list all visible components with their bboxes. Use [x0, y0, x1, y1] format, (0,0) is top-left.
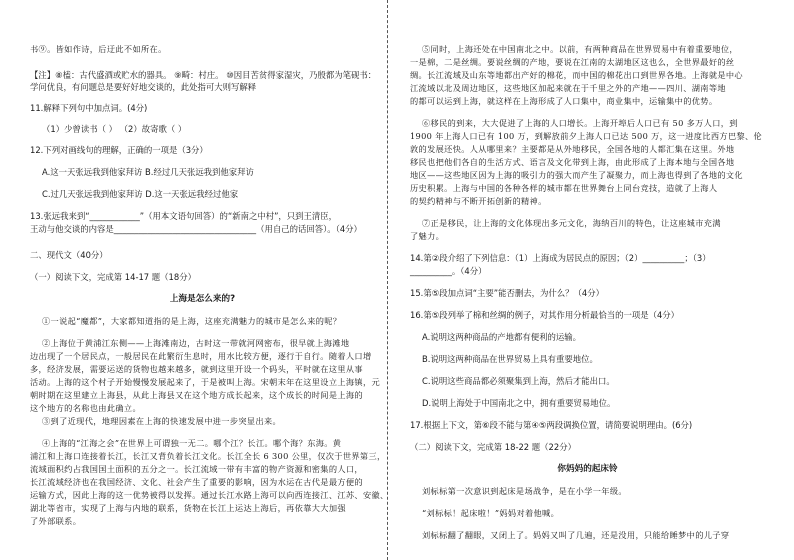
- left-text-line: 王动与他交谈的内容是__________________________________（用自己的话回答）。（4分）: [30, 224, 362, 234]
- right-text-line: 1900 年上海人口已有 100 万，到解放前夕上海人口已达 500 万，这一进度比西方巴黎、伦: [410, 131, 763, 141]
- left-text-line: 多，经济发展，需要运送的货物也越来越多，就到这里开设一个码头，平时就在这里从事: [30, 364, 363, 374]
- column-divider: [387, 0, 388, 560]
- left-text-line: 长江流域经济也在我国经济、文化、社会产生了重要的影响，因为水运在古代是最方便的: [30, 477, 363, 487]
- right-text-line: B.说明这两种商品在世界贸易上具有重要地位。: [422, 354, 598, 364]
- right-text-line: （二）阅读下文，完成第 18-22 题（22分）: [410, 442, 576, 452]
- right-text-line: 敦的发展还快。人从哪里来？主要都是从外地移民，全国各地的人都汇集在这里。外地: [410, 144, 735, 154]
- left-text-line: C.过几天张远我到他家拜访 D.这一天张远我经过他家: [42, 189, 239, 199]
- left-text-line: 这个地方的名称也由此确立。: [30, 403, 141, 413]
- right-text-line: “刘标标！起床啦！”妈妈对着他喊。: [422, 508, 560, 518]
- right-text-line: D.说明上海处于中国南北之中，拥有重要贸易地位。: [422, 398, 616, 408]
- left-text-line: 【注】⑧榼：古代盛酒或贮水的器具。 ⑨畸：村庄。 ⑩因目苦贫得家湿灾，乃殷都为笔砚书：: [30, 70, 377, 80]
- right-text-line: 你妈妈的起床铃: [557, 464, 618, 474]
- left-text-line: 二、现代文（40分）: [30, 250, 108, 260]
- left-text-line: ④上海的“江海之会”在世界上可谓独一无二。哪个江？长江。哪个海？东海。黄: [42, 438, 342, 448]
- right-text-line: 15.第⑤段加点词“主要”能否删去，为什么？（4分）: [410, 288, 604, 298]
- right-text-line: C.说明这些商品都必须聚集到上海，然后才能出口。: [422, 376, 615, 386]
- left-text-line: ①一说起“魔都”，大家都知道指的是上海，这座充满魅力的城市是怎么来的呢？: [42, 316, 342, 326]
- right-text-line: 刘标标第一次意识到起床是场战争，是在小学一年级。: [422, 486, 627, 496]
- left-text-line: 书⑨。皆如作诗，后迂此不如所在。: [30, 44, 167, 54]
- right-text-line: 的都可以运到上海，就这样在上海形成了人口集中，商业集中，运输集中的优势。: [410, 96, 718, 106]
- left-text-line: 活动。上海的这个村子开始慢慢发展起来了，于是被叫上海。宋朝末年在这里设立上海镇，元: [30, 377, 381, 387]
- right-text-line: ⑦正是移民，让上海的文化体现出多元文化，海纳百川的特色，让这座城市充满: [422, 218, 721, 228]
- left-text-line: 13.张远我来到“____________”（用本文语句回答）的“新南之中村”，只到王清臣，: [30, 211, 338, 221]
- right-text-line: ⑥移民的到来，大大促进了上海的人口增长。上海开埠后人口已有 50 多万人口，到: [422, 118, 738, 128]
- left-text-line: 上海是怎么来的?: [169, 294, 236, 304]
- left-text-line: 浦江和上海口连接着长江，长江又背负着长江文化。长江全长 6 300 公里，仅次于世界第三，: [30, 451, 386, 461]
- left-text-line: 湖北等省市，实现了上海与内地的联系，货物在长江上运达上海后，再依靠大大加强: [30, 503, 346, 513]
- right-text-line: 17.根据上下文，第⑥段不能与第④⑤两段调换位置，请简要说明理由。(6分): [410, 420, 693, 430]
- right-text-line: 14.第②段介绍了下列信息：（1）上海成为居民点的原因；（2）__________；（3）: [410, 253, 711, 263]
- left-text-line: 流域面积约占我国国土面积的五分之一。长江流域一带有丰富的物产资源和密集的人口，: [30, 464, 363, 474]
- left-text-line: 学问优良，有问题总是要好好地交谈的，此处指可大则写解释: [30, 82, 257, 92]
- right-text-line: 历史积累。上海与中国的各种各样的城市都在世界舞台上同台竞技，造就了上海人: [410, 183, 718, 193]
- left-text-line: 了外部联系。: [30, 516, 82, 526]
- right-text-line: 江流域以北及周边地区，这些地区加起来就在于千里之外的产地——四川、湖南等地: [410, 83, 726, 93]
- right-text-line: 绸。长江流域及山东等地都出产好的棉花，而中国的棉花出口到世界各地。上海就是中心: [410, 70, 743, 80]
- left-text-line: ②上海位于黄浦江东侧——上海滩南边，古时这一带就河网密布，很早就上海滩地: [42, 338, 350, 348]
- right-text-line: 的契约精神与不断开拓创新的精神。: [410, 196, 547, 206]
- left-text-line: A.这一天张远我到他家拜访 B.经过几天张远我到他家拜访: [42, 167, 254, 177]
- right-text-line: 16.第⑤段列举了棉和丝绸的例子，对其作用分析最恰当的一项是（4分）: [410, 310, 680, 320]
- left-text-line: （1）少曾读书（ ） （2）故寄歌（ ）: [42, 124, 187, 134]
- right-text-line: __________。（4分）: [410, 266, 487, 276]
- right-text-line: 地区——这些地区因为上海的吸引力的强大而产生了凝聚力，而上海也得到了各地的文化: [410, 170, 743, 180]
- right-text-line: 刘标标翻了翻眼，又闭上了。妈妈又叫了几遍，还是没用，只能给睡梦中的儿子穿: [422, 530, 730, 540]
- left-text-line: 朝时期在这里建立上海县，从此上海县又在这个地方成长起来，这个成长的时间是上海的: [30, 390, 363, 400]
- left-text-line: （一）阅读下文，完成第 14-17 题（18分）: [30, 272, 196, 282]
- left-text-line: ③到了近现代，地理因素在上海的快速发展中进一步突显出来。: [42, 416, 282, 426]
- right-text-line: 一是棉，二是丝绸。要说丝绸的产地，要说在江南的太湖地区这也么，全世界最好的丝: [410, 57, 735, 67]
- left-text-line: 12.下列对画线句的理解，正确的一项是（3分）: [30, 145, 208, 155]
- right-text-line: 移民也把他们各自的生活方式、语言及文化带到上海，由此形成了上海本地与全国各地: [410, 157, 735, 167]
- left-text-line: 运输方式，因此上海的这一优势被得以发挥。通过长江水路上海可以向西连接江、江苏、安徽、: [30, 490, 389, 500]
- left-text-line: 11.解释下列句中加点词。(4分): [30, 103, 148, 113]
- right-text-line: ⑤同时，上海还处在中国南北之中。以前，有两种商品在世界贸易中有着重要地位，: [422, 44, 738, 54]
- left-text-line: 边出现了一个居民点，一般居民在此繁衍生息时，用水比较方便，逐行于自行。随着人口增: [30, 351, 372, 361]
- right-text-line: A.说明这两种商品的产地都有便利的运输。: [422, 332, 581, 342]
- right-text-line: 了魅力。: [410, 231, 445, 241]
